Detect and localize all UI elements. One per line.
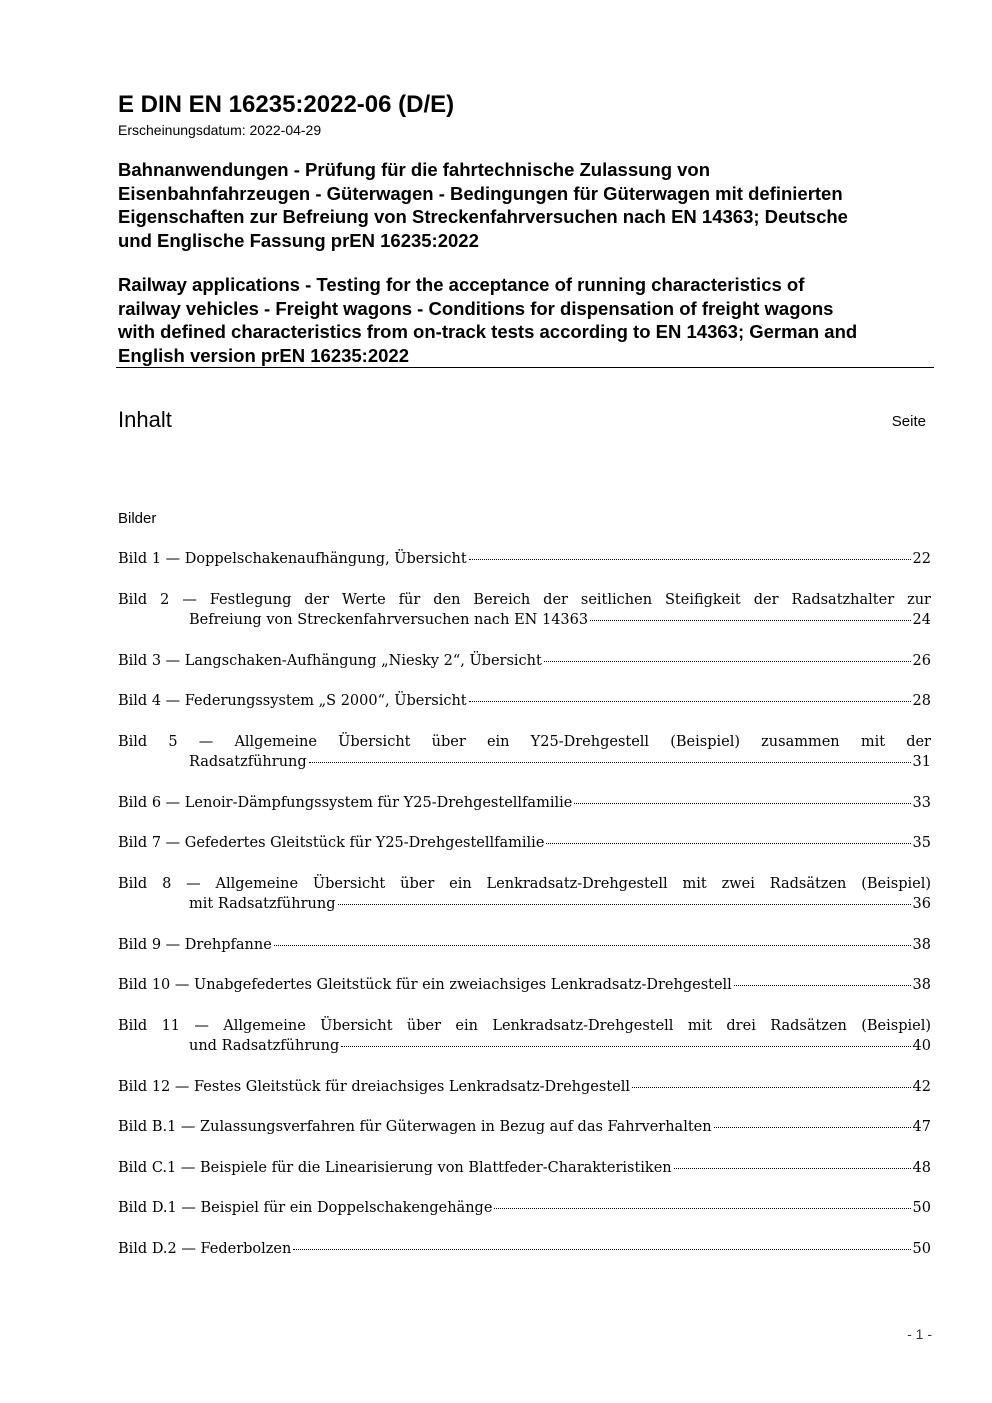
toc-entry-title: Bild 7 — Gefedertes Gleitstück für Y25-Drehgestellfamilie: [118, 835, 545, 851]
toc-entry-page: 26: [912, 652, 931, 669]
title-english-line: Railway applications - Testing for the acceptance of running characteristics of: [118, 274, 805, 295]
toc-entry-page: 22: [912, 551, 931, 567]
title-english-line: railway vehicles - Freight wagons - Conditions for dispensation of freight wagons: [118, 297, 834, 319]
toc-entry-title: Bild 1 — Doppelschakenaufhängung, Übersicht: [118, 551, 467, 567]
toc-entry-title: Bild B.1 — Zulassungsverfahren für Güterwagen in Bezug auf das Fahrverhalten: [118, 1119, 712, 1135]
toc-entry-title: Bild 12 — Festes Gleitstück für dreiachsiges Lenkradsatz-Drehgestell: [118, 1078, 631, 1095]
dot-leader: [469, 701, 911, 702]
toc-entry-page: 36: [912, 896, 931, 912]
toc-entry[interactable]: [118, 833, 931, 854]
toc-entry-row: [118, 1117, 931, 1138]
toc-entry-page: 24: [912, 612, 931, 628]
toc-entry[interactable]: [118, 651, 931, 672]
toc-entry-page: 35: [912, 835, 931, 851]
toc-entry-row: [118, 894, 931, 915]
toc-entry-page: 47: [912, 1119, 931, 1135]
title-german-line: Eisenbahnfahrzeugen - Güterwagen - Bedingungen für Güterwagen mit definierten: [118, 182, 843, 204]
toc-page-column-label: Seite: [891, 413, 926, 430]
toc-entry-row: [118, 1036, 931, 1057]
toc-entry-title-continuation: und Radsatzführung: [189, 1038, 340, 1054]
dot-leader: [714, 1127, 911, 1128]
toc-entry-page: 40: [912, 1038, 931, 1054]
dot-leader: [632, 1087, 911, 1088]
toc-entry-row: [118, 610, 931, 631]
toc-list: [118, 549, 931, 1279]
toc-entry-row: [118, 975, 931, 996]
toc-entry-title: Bild D.2 — Federbolzen: [118, 1240, 292, 1257]
toc-entry-title: Bild 4 — Federungssystem „S 2000“, Übersicht: [118, 693, 467, 709]
toc-entry-page: 48: [912, 1159, 931, 1176]
title-german-line: und Englische Fassung prEN 16235:2022: [118, 229, 479, 251]
toc-entry-page: 31: [912, 754, 931, 770]
toc-entry-page: 50: [912, 1240, 931, 1257]
toc-entry-row: [118, 1158, 931, 1179]
dot-leader: [674, 1168, 911, 1169]
dot-leader: [274, 945, 911, 946]
toc-entry-row: [118, 1198, 931, 1219]
toc-entry-row: [118, 833, 931, 854]
toc-heading: Inhalt: [118, 407, 172, 432]
title-english-line: English version prEN 16235:2022: [118, 344, 409, 366]
toc-entry-title-continuation: Befreiung von Streckenfahrversuchen nach EN 14363: [189, 612, 589, 628]
toc-entry-title: Bild 2 — Festlegung der Werte für den Bereich der seitlichen Steifigkeit der Radsatzhalter zur: [118, 591, 931, 608]
toc-entry-page: 33: [912, 794, 931, 811]
toc-entry-title: Bild D.1 — Beispiel für ein Doppelschakengehänge: [118, 1200, 493, 1216]
title-german-line: Bahnanwendungen - Prüfung für die fahrtechnische Zulassung von: [118, 159, 711, 180]
toc-entry-title-continuation: mit Radsatzführung: [189, 896, 336, 912]
toc-entry[interactable]: [118, 1158, 931, 1179]
toc-entry-title: Bild 3 — Langschaken-Aufhängung „Niesky 2“, Übersicht: [118, 652, 542, 669]
toc-entry-title: Bild 5 — Allgemeine Übersicht über ein Y25-Drehgestell (Beispiel) zusammen mit der: [118, 733, 931, 750]
toc-entry[interactable]: [118, 793, 931, 814]
toc-entry-row: [118, 1239, 931, 1260]
toc-entry-page: 50: [912, 1200, 931, 1216]
dot-leader: [494, 1208, 910, 1209]
toc-entry-title: Bild 9 — Drehpfanne: [118, 936, 272, 953]
dot-leader: [341, 1046, 910, 1047]
toc-entry[interactable]: [118, 691, 931, 712]
toc-entry-title: Bild 11 — Allgemeine Übersicht über ein Lenkradsatz-Drehgestell mit drei Radsätzen (Beispiel): [118, 1017, 931, 1034]
page-number: - 1 -: [907, 1326, 932, 1342]
toc-entry[interactable]: [118, 1016, 931, 1057]
toc-section-label: Bilder: [118, 510, 157, 527]
toc-entry-page: 28: [912, 693, 931, 709]
dot-leader: [338, 904, 911, 905]
toc-entry[interactable]: [118, 1077, 931, 1098]
dot-leader: [309, 762, 911, 763]
dot-leader: [469, 559, 911, 560]
toc-entry[interactable]: [118, 732, 931, 773]
toc-entry[interactable]: [118, 975, 931, 996]
dot-leader: [544, 661, 911, 662]
toc-entry[interactable]: [118, 1117, 931, 1138]
dot-leader: [574, 803, 910, 804]
toc-entry-row: [118, 793, 931, 814]
title-english: [118, 273, 938, 367]
toc-entry-title: Bild 6 — Lenoir-Dämpfungssystem für Y25-Drehgestellfamilie: [118, 794, 573, 811]
title-divider: [116, 367, 934, 368]
title-english-line: with defined characteristics from on-track tests according to EN 14363; German and: [118, 321, 858, 342]
toc-entry-title-continuation: Radsatzführung: [189, 754, 307, 770]
toc-entry-row: [118, 549, 931, 570]
toc-entry-row: [118, 1077, 931, 1098]
toc-entry-row: [118, 651, 931, 672]
publication-date: Erscheinungsdatum: 2022-04-29: [118, 122, 322, 138]
toc-entry-title: Bild 8 — Allgemeine Übersicht über ein Lenkradsatz-Drehgestell mit zwei Radsätzen (Beispiel): [118, 875, 931, 892]
toc-entry-page: 38: [912, 977, 931, 993]
dot-leader: [546, 843, 910, 844]
toc-entry[interactable]: [118, 1198, 931, 1219]
title-german-line: Eigenschaften zur Befreiung von Streckenfahrversuchen nach EN 14363; Deutsche: [118, 206, 848, 227]
dot-leader: [590, 620, 910, 621]
toc-entry[interactable]: [118, 874, 931, 915]
toc-entry[interactable]: [118, 549, 931, 570]
toc-entry-title: Bild C.1 — Beispiele für die Linearisierung von Blattfeder-Charakteristiken: [118, 1159, 672, 1176]
toc-entry[interactable]: [118, 935, 931, 956]
document-id: E DIN EN 16235:2022-06 (D/E): [118, 91, 455, 118]
toc-entry-row: [118, 691, 931, 712]
title-german: [118, 158, 938, 252]
toc-entry-row: [118, 935, 931, 956]
toc-entry[interactable]: [118, 590, 931, 631]
dot-leader: [734, 985, 911, 986]
toc-entry[interactable]: [118, 1239, 931, 1260]
dot-leader: [293, 1249, 910, 1250]
toc-entry-page: 42: [912, 1078, 931, 1095]
toc-entry-page: 38: [912, 936, 931, 953]
toc-entry-row: [118, 752, 931, 773]
toc-entry-title: Bild 10 — Unabgefedertes Gleitstück für ein zweiachsiges Lenkradsatz-Drehgestell: [118, 977, 732, 993]
